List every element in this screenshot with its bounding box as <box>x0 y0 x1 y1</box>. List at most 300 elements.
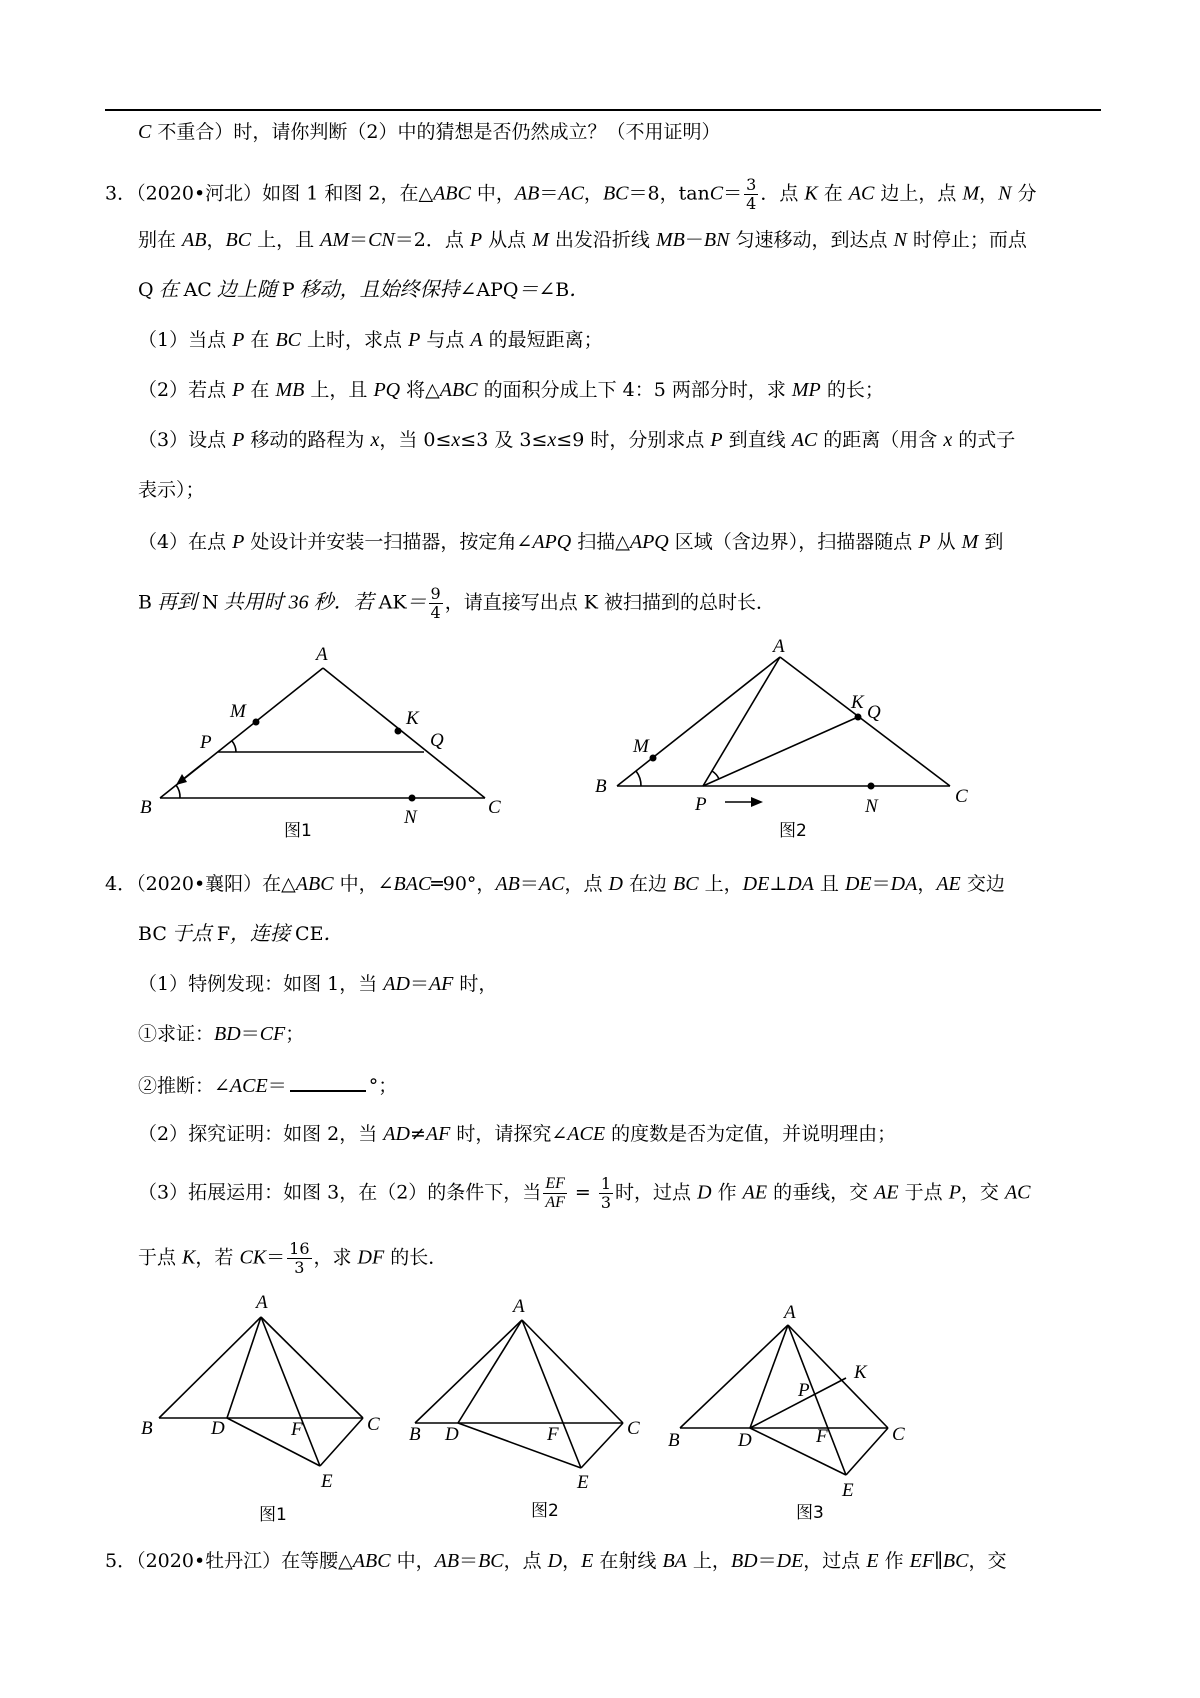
text-run: ≠ <box>409 1123 426 1145</box>
text-run: ═90°， <box>431 873 496 895</box>
text-run: 作 <box>711 1181 743 1204</box>
label-b: B <box>595 776 607 797</box>
math-symbol: BC <box>225 229 252 251</box>
text-run: ，若 <box>195 1246 240 1269</box>
segment-ad <box>750 1325 788 1428</box>
math-symbol: AF <box>425 1123 451 1145</box>
side-ac <box>780 657 950 786</box>
segment-ae <box>522 1320 581 1468</box>
q2-tail-text: 不重合）时，请你判断（2）中的猜想是否仍然成立？（不用证明） <box>151 121 721 143</box>
text-run: 的度数是否为定值，并说明理由； <box>605 1123 897 1145</box>
text-run: 时， <box>453 973 498 995</box>
math-symbol: BAC <box>393 873 432 895</box>
ak-numerator: 9 <box>430 584 441 603</box>
label-d: D <box>211 1418 225 1439</box>
math-symbol: C <box>709 182 724 205</box>
side-ac <box>522 1320 623 1423</box>
label-c: C <box>955 786 968 807</box>
label-c: C <box>367 1414 380 1435</box>
text-run: B <box>138 591 152 614</box>
text-run: 交边 <box>960 873 1005 895</box>
label-d: D <box>445 1424 459 1445</box>
text-run: 时停止；而点 <box>906 229 1027 251</box>
point-k-dot <box>395 728 402 735</box>
segment-de <box>227 1418 320 1466</box>
text-run: 于点 <box>138 1246 183 1269</box>
label-d: D <box>738 1430 752 1451</box>
label-k: K <box>854 1362 867 1383</box>
math-symbol: DF <box>357 1246 385 1269</box>
label-m: M <box>230 701 246 722</box>
tan-c-fraction <box>744 176 758 213</box>
label-k: K <box>851 692 864 713</box>
q3-part-4-cont-text <box>138 592 427 614</box>
text-run: 的式子 <box>952 429 1016 451</box>
text-run: 出发沿折线 <box>548 229 656 251</box>
text-run: 上， <box>686 1550 731 1572</box>
q4-line-1 <box>105 870 1005 898</box>
math-symbol: 移动，且始终保持∠ <box>294 279 477 301</box>
text-run: 上时，求点 <box>301 329 409 351</box>
math-symbol: 边上随 <box>211 279 282 301</box>
ak-fraction <box>429 585 443 622</box>
q3-figure-1 <box>140 640 520 840</box>
q3-source: （2020•河北） <box>136 182 263 205</box>
label-f: F <box>291 1419 303 1440</box>
text-run: 上，且 <box>251 229 321 251</box>
point-n-dot <box>409 795 416 802</box>
text-run: 在边 <box>622 873 674 895</box>
segment-ce <box>320 1418 363 1466</box>
math-symbol: AC <box>538 873 565 895</box>
math-symbol: E <box>866 1550 879 1572</box>
text-run: ， <box>979 182 999 205</box>
math-symbol: BC <box>478 1550 504 1572</box>
text-run: 在等腰△ <box>281 1550 353 1572</box>
text-run: ， <box>583 182 603 205</box>
segment-pq <box>703 717 858 786</box>
math-symbol: ABC <box>433 182 471 205</box>
label-f: F <box>816 1426 828 1447</box>
text-run: ≤3 及 3≤ <box>460 429 548 451</box>
text-run: ＝ <box>409 973 429 995</box>
label-a: A <box>513 1296 525 1317</box>
segment-ce <box>846 1428 888 1475</box>
math-symbol: D <box>608 873 623 895</box>
math-symbol: AB <box>434 1550 460 1572</box>
q4-figure-1 <box>135 1290 395 1530</box>
label-p: P <box>798 1380 810 1401</box>
point-k-dot <box>855 714 862 721</box>
q3-line-1 <box>105 176 1037 213</box>
math-symbol: AB <box>182 229 207 251</box>
text-run: AC <box>183 279 212 301</box>
q3-line-2 <box>138 226 1027 254</box>
math-symbol: AD <box>383 973 410 995</box>
tan-c-numerator: 3 <box>746 175 757 194</box>
math-symbol: DE <box>776 1550 804 1572</box>
answer-blank[interactable] <box>290 1070 366 1092</box>
math-symbol: EF <box>909 1550 935 1572</box>
q4-part-3-cont-tail <box>314 1247 448 1269</box>
figure-caption: 图3 <box>796 1503 824 1523</box>
point-n-dot <box>868 783 875 790</box>
q3-part-1 <box>138 326 603 354</box>
q3-part-2 <box>138 376 884 404</box>
math-symbol: x <box>943 429 953 451</box>
math-symbol: AD <box>383 1123 410 1145</box>
label-e: E <box>577 1472 589 1493</box>
text-run: ＝2．点 <box>394 229 470 251</box>
q4-source: （2020•襄阳） <box>136 873 263 895</box>
text-run: ＝8，tan <box>628 182 710 205</box>
label-c: C <box>892 1424 905 1445</box>
q5-line-1 <box>105 1547 1006 1575</box>
side-ab <box>680 1325 788 1428</box>
math-symbol: BD <box>214 1023 241 1045</box>
text-run: ； <box>285 1023 305 1045</box>
math-symbol: P <box>232 531 245 553</box>
math-symbol: MP <box>791 379 821 401</box>
math-symbol: MB <box>275 379 305 401</box>
math-symbol: ACE <box>229 1075 268 1097</box>
segment-ad <box>227 1317 261 1418</box>
text-run: 在 <box>817 182 849 205</box>
q3-line-1-text <box>262 183 742 205</box>
text-run: （2）探究证明：如图 2，当 <box>138 1123 384 1145</box>
math-symbol: DE <box>844 873 872 895</box>
text-run: ＝ <box>349 229 369 251</box>
math-symbol: N <box>893 229 907 251</box>
text-run: 中，∠ <box>333 873 394 895</box>
text-run: 与点 <box>420 329 471 351</box>
label-b: B <box>409 1424 421 1445</box>
label-f: F <box>547 1424 559 1445</box>
side-ac <box>261 1317 363 1418</box>
math-symbol: P <box>408 329 421 351</box>
text-run: ，当 0≤ <box>379 429 452 451</box>
text-run: 将△ <box>400 379 440 401</box>
math-symbol: BC <box>602 182 629 205</box>
math-symbol: 于点 <box>166 923 217 945</box>
math-symbol: AM <box>320 229 350 251</box>
q4-part-1 <box>138 970 497 998</box>
text-run: 时，过点 <box>615 1181 698 1204</box>
q4-part-1-b-text <box>138 1075 287 1097</box>
point-m-dot <box>650 755 657 762</box>
text-run: N <box>201 591 219 614</box>
figure-caption: 图2 <box>779 821 807 841</box>
q5-number: 5． <box>105 1550 137 1572</box>
label-n: N <box>865 796 878 817</box>
math-symbol: x <box>451 429 461 451</box>
math-symbol: A <box>470 329 483 351</box>
label-b: B <box>141 1418 153 1439</box>
text-run: 到 <box>978 531 1004 553</box>
math-symbol: D <box>547 1550 563 1572</box>
math-symbol: ＝∠ <box>518 279 556 301</box>
header-rule <box>105 109 1101 111</box>
math-symbol: BD <box>730 1550 758 1572</box>
tan-c-denominator: 4 <box>746 194 757 213</box>
text-run: 作 <box>878 1550 910 1572</box>
text-run: ，过点 <box>803 1550 867 1572</box>
q4-part-2 <box>138 1120 896 1148</box>
q3-part-4-tail: ，请直接写出点 K 被扫描到的总时长． <box>444 591 775 614</box>
math-symbol: ABC <box>352 1550 391 1572</box>
q3-part-3 <box>138 426 1015 454</box>
text-run: 扫描△ <box>571 531 630 553</box>
text-run: ，点 <box>564 873 609 895</box>
label-e: E <box>842 1480 854 1501</box>
text-run: 的最短距离； <box>482 329 603 351</box>
text-run: ＝ <box>757 1550 777 1572</box>
label-b: B <box>140 797 152 818</box>
q4-part-3-tail <box>615 1182 1030 1204</box>
math-symbol: ． <box>569 279 590 301</box>
label-q: Q <box>867 702 881 723</box>
text-run: ，交 <box>960 1181 1005 1204</box>
math-symbol: AE <box>936 873 961 895</box>
q3-line-1-text-b <box>760 183 1036 205</box>
math-symbol: CF <box>259 1023 286 1045</box>
label-m: M <box>633 736 649 757</box>
angle-apq-arc <box>232 741 236 752</box>
math-symbol: K <box>182 1246 196 1269</box>
label-a: A <box>784 1302 796 1323</box>
math-symbol: M <box>961 531 979 553</box>
q4-figure-3 <box>670 1300 920 1530</box>
text-run: APQ <box>476 279 519 301</box>
text-run: ＝ <box>266 1246 286 1269</box>
math-symbol: DE <box>742 873 770 895</box>
angle-apq-arc <box>712 771 719 779</box>
text-run: P <box>281 279 295 301</box>
text-run: ∥ <box>934 1550 943 1572</box>
q4-part-3 <box>138 1175 1031 1212</box>
math-symbol: AE <box>874 1181 899 1204</box>
text-run: ， <box>562 1550 582 1572</box>
text-run: 在射线 <box>593 1550 663 1572</box>
arrow-shaft <box>182 761 206 780</box>
segment-ae <box>788 1325 846 1475</box>
text-run: 匀速移动，到达点 <box>729 229 894 251</box>
text-run: （4）在点 <box>138 531 233 553</box>
label-a: A <box>316 644 328 665</box>
text-run: ＝ <box>539 182 559 205</box>
ef-af-fraction <box>543 1175 567 1212</box>
math-symbol: AE <box>742 1181 768 1204</box>
text-run: ＝ <box>723 182 743 205</box>
label-n: N <box>404 807 417 828</box>
math-symbol: AC <box>1004 1181 1031 1204</box>
label-b: B <box>668 1430 680 1451</box>
math-symbol: 再到 <box>151 591 202 614</box>
figure-caption: 图1 <box>259 1505 287 1525</box>
segment-ae <box>261 1317 320 1466</box>
math-symbol: AC <box>791 429 818 451</box>
segment-de <box>458 1423 581 1468</box>
math-symbol: BC <box>673 873 699 895</box>
math-symbol: E <box>581 1550 594 1572</box>
text-run: ＝ <box>519 873 539 895</box>
text-run: 移动的路程为 <box>244 429 371 451</box>
angle-b-arc <box>636 771 641 786</box>
q4-part-3-cont-text <box>138 1247 285 1269</box>
math-symbol: 共用时 36 秒．若 <box>218 591 379 614</box>
text-run: ＝ <box>871 873 891 895</box>
text-run: ， <box>917 873 937 895</box>
math-symbol: x <box>370 429 380 451</box>
text-run: 的面积分成上下 4：5 两部分时，求 <box>477 379 792 401</box>
text-run: 且 <box>813 873 845 895</box>
text-run: F <box>216 923 231 945</box>
text-run: － <box>684 229 704 251</box>
label-p: P <box>695 794 707 815</box>
label-c: C <box>627 1418 640 1439</box>
arrow-head-icon <box>176 774 187 785</box>
text-run: （1）当点 <box>138 329 233 351</box>
text-run: 区域（含边界），扫描器随点 <box>668 531 919 553</box>
q4-part-3-text: （3）拓展运用：如图 3，在（2）的条件下，当 <box>138 1181 542 1204</box>
text-run: ⊥ <box>769 873 788 895</box>
text-run: 中， <box>470 182 515 205</box>
q4-line-2 <box>138 920 343 948</box>
math-symbol: AF <box>428 973 454 995</box>
q4-number: 4． <box>105 873 137 895</box>
q4-part-1-b <box>138 1070 397 1100</box>
math-symbol: M <box>962 182 980 205</box>
q3-part-4 <box>138 528 1003 556</box>
segment-ce <box>581 1423 623 1468</box>
math-symbol: DA <box>787 873 814 895</box>
math-symbol: M <box>532 229 549 251</box>
text-run: ， <box>206 229 226 251</box>
label-a: A <box>773 636 785 657</box>
side-ab <box>159 1317 261 1418</box>
math-symbol: CN <box>368 229 395 251</box>
text-run: （1）特例发现：如图 1，当 <box>138 973 384 995</box>
text-run: BC <box>138 923 167 945</box>
q4-line-1-text <box>262 873 1005 895</box>
ak-denominator: 4 <box>430 603 441 622</box>
q3-line-3 <box>138 276 589 304</box>
q4-figure-2 <box>405 1290 655 1530</box>
math-symbol: D <box>697 1181 712 1204</box>
text-run: ．点 <box>760 182 805 205</box>
text-run: ＝ <box>459 1550 479 1572</box>
text-run: ，交 <box>968 1550 1007 1572</box>
math-symbol: 在 <box>153 279 184 301</box>
ef-numerator: EF <box>545 1175 565 1192</box>
text-run: 处设计并安装一扫描器，按定角∠ <box>244 531 533 553</box>
math-symbol: CK <box>239 1246 267 1269</box>
text-run: 到直线 <box>722 429 792 451</box>
text-run: 从 <box>930 531 962 553</box>
side-ab <box>617 657 780 786</box>
ck-numerator: 16 <box>289 1239 310 1258</box>
text-run: 的长； <box>820 379 884 401</box>
text-run: 别在 <box>138 229 183 251</box>
text-run: ＝ <box>240 1023 260 1045</box>
text-run: 如图 1 和图 2，在△ <box>262 182 434 205</box>
text-run: Q <box>138 279 154 301</box>
text-run: 于点 <box>898 1181 949 1204</box>
q4-part-1-b-tail: °； <box>368 1075 398 1097</box>
q2-tail-line <box>138 118 720 146</box>
side-ac <box>788 1325 888 1428</box>
math-symbol: BN <box>703 229 730 251</box>
one-third-fraction <box>599 1175 613 1212</box>
text-run: （2）若点 <box>138 379 233 401</box>
math-symbol: P <box>710 429 723 451</box>
text-run: 分 <box>1011 182 1037 205</box>
text-run: ②推断：∠ <box>138 1075 230 1097</box>
math-symbol: ABC <box>295 873 334 895</box>
math-symbol: PQ <box>373 379 401 401</box>
math-symbol: K <box>804 182 818 205</box>
label-k: K <box>406 708 419 729</box>
math-symbol: MB <box>655 229 685 251</box>
q3-number: 3． <box>105 182 137 205</box>
q3-part-3-cont: 表示）； <box>138 479 205 501</box>
label-a: A <box>256 1292 268 1313</box>
one-third-numerator: 1 <box>600 1174 612 1193</box>
text-run: CE <box>295 923 324 945</box>
math-symbol: ，连接 <box>230 923 296 945</box>
text-run: 从点 <box>482 229 533 251</box>
math-symbol: P <box>232 429 245 451</box>
segment-de <box>750 1428 846 1475</box>
text-run: 的长． <box>384 1246 448 1269</box>
q2-point-c: C <box>138 121 152 143</box>
math-symbol: P <box>232 379 245 401</box>
text-run: AK <box>378 591 407 614</box>
ck-denominator: 3 <box>294 1258 305 1277</box>
text-run: 的垂线，交 <box>767 1181 875 1204</box>
text-run: B <box>555 279 570 301</box>
q3-figure-2 <box>595 636 995 841</box>
segment-ap <box>703 657 780 786</box>
text-run: ，点 <box>503 1550 548 1572</box>
math-symbol: BA <box>662 1550 687 1572</box>
point-m-dot <box>253 719 260 726</box>
math-symbol: BC <box>275 329 302 351</box>
label-e: E <box>321 1471 333 1492</box>
math-symbol: P <box>918 531 931 553</box>
text-run: 的距离（用含 <box>817 429 944 451</box>
math-symbol: AB <box>495 873 520 895</box>
q4-part-3-cont <box>138 1240 447 1277</box>
math-symbol: ． <box>323 923 344 945</box>
side-ac <box>323 668 485 798</box>
math-symbol: P <box>948 1181 961 1204</box>
math-symbol: AB <box>514 182 540 205</box>
q4-part-1-a <box>138 1020 304 1048</box>
text-run: ①求证： <box>138 1023 215 1045</box>
math-symbol: P <box>469 229 483 251</box>
arrow-right-icon <box>751 797 763 807</box>
text-run: 在 <box>244 379 276 401</box>
math-symbol: ACE <box>567 1123 606 1145</box>
math-symbol: DA <box>890 873 918 895</box>
text-run: 中， <box>390 1550 435 1572</box>
text-run: （3）设点 <box>138 429 233 451</box>
text-run: ＝ <box>267 1075 287 1097</box>
math-symbol: P <box>232 329 245 351</box>
math-symbol: x <box>547 429 557 451</box>
label-p: P <box>200 732 212 753</box>
